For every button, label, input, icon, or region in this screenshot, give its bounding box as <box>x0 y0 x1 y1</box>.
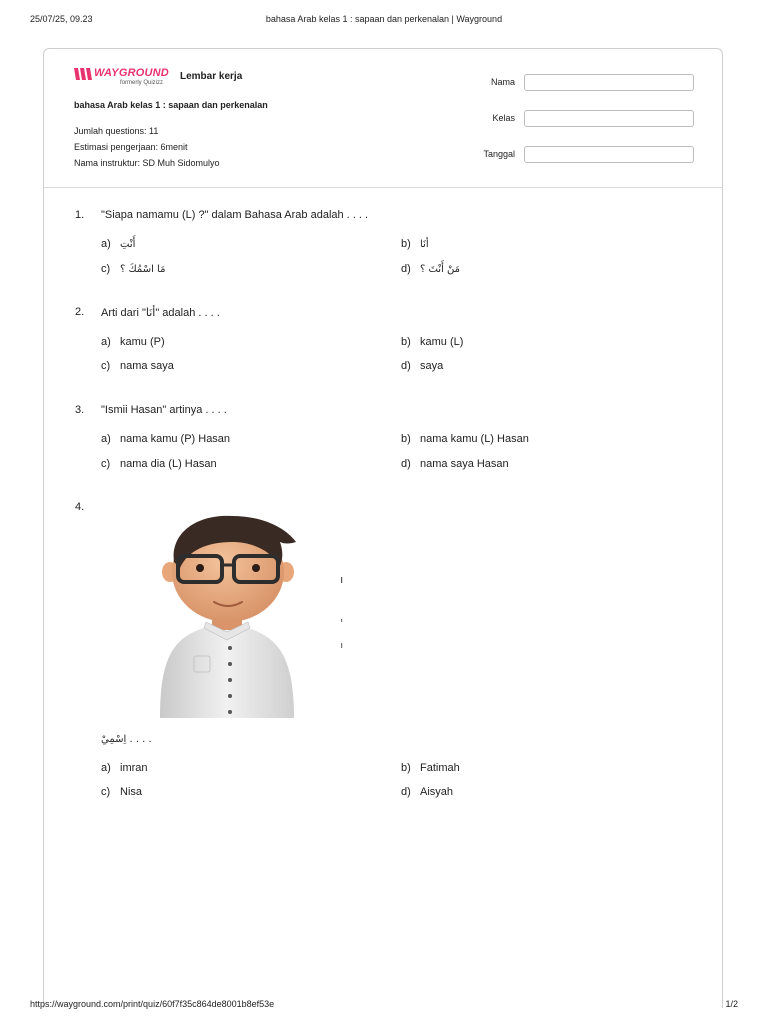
question-text: "Siapa namamu (L) ?" dalam Bahasa Arab adalah . . . . <box>101 209 369 221</box>
option-b: b) أنَا <box>401 238 429 250</box>
wayground-mark-icon <box>74 68 92 80</box>
print-url[interactable]: https://wayground.com/print/quiz/60f7f35c864de8001b8ef53e <box>30 999 275 1009</box>
questions-count: Jumlah questions: 11 <box>74 126 159 136</box>
worksheet <box>43 48 723 1008</box>
option-a: a) imran <box>101 762 148 774</box>
document-type: Lembar kerja <box>180 71 243 82</box>
page-number: 1/2 <box>725 999 738 1009</box>
question-4-prompt: اِسْمِيْ . . . . <box>101 734 152 745</box>
option-d: d) مَنْ أَنْتَ ؟ <box>401 263 461 275</box>
option-b: b) Fatimah <box>401 762 460 774</box>
name-field[interactable] <box>524 74 694 91</box>
option-text: Nisa <box>120 786 143 798</box>
option-c: c) nama dia (L) Hasan <box>101 458 217 470</box>
boy-illustration <box>152 510 300 720</box>
option-text: kamu (P) <box>120 336 165 348</box>
option-text: imran <box>120 762 148 774</box>
print-header <box>30 14 738 28</box>
option-text: Aisyah <box>420 786 454 798</box>
class-label: Kelas <box>492 113 515 123</box>
print-footer <box>30 999 738 1013</box>
option-text: أنَا <box>420 239 429 250</box>
question-number: 1. <box>75 209 85 221</box>
option-a: a) kamu (P) <box>101 336 165 348</box>
option-text: nama saya <box>120 360 174 372</box>
option-a: a) nama kamu (P) Hasan <box>101 433 231 445</box>
question-text: Arti dari "أنَا" adalah . . . . <box>101 307 220 319</box>
print-date: 25/07/25, 09.23 <box>30 14 93 24</box>
date-field[interactable] <box>524 146 694 163</box>
option-text: مَا اسْمُكَ ؟ <box>120 264 166 275</box>
worksheet-header <box>44 49 722 188</box>
option-b: b) nama kamu (L) Hasan <box>401 433 529 445</box>
option-b: b) kamu (L) <box>401 336 464 348</box>
quiz-title: bahasa Arab kelas 1 : sapaan dan perkenalan <box>74 100 268 110</box>
logo-brand: WAYGROUND <box>94 67 169 79</box>
name-label: Nama <box>490 77 515 87</box>
artifact-marks <box>340 575 344 655</box>
question-text: "Ismii Hasan" artinya . . . . <box>101 404 227 416</box>
option-text: nama kamu (L) Hasan <box>420 433 529 445</box>
option-text: Fatimah <box>420 762 460 774</box>
option-d: d) Aisyah <box>401 786 454 798</box>
option-c: c) Nisa <box>101 786 143 798</box>
option-c: c) مَا اسْمُكَ ؟ <box>101 263 166 275</box>
question-number: 3. <box>75 404 85 416</box>
option-d: d) nama saya Hasan <box>401 458 509 470</box>
option-text: مَنْ أَنْتَ ؟ <box>420 264 461 275</box>
option-d: d) saya <box>401 360 444 372</box>
estimated-duration: Estimasi pengerjaan: 6menit <box>74 142 188 152</box>
question-number: 4. <box>75 501 85 513</box>
option-text: saya <box>420 360 444 372</box>
option-c: c) nama saya <box>101 360 174 372</box>
class-field[interactable] <box>524 110 694 127</box>
print-title: bahasa Arab kelas 1 : sapaan dan perkenalan | Wayground <box>265 14 503 24</box>
option-text: nama kamu (P) Hasan <box>120 433 231 445</box>
option-a: a) أَنْتِ <box>101 238 136 250</box>
date-label: Tanggal <box>483 149 515 159</box>
instructor-name: Nama instruktur: SD Muh Sidomulyo <box>74 158 220 168</box>
wayground-logo <box>74 67 172 87</box>
logo-subtitle: formerly Quizizz <box>120 80 164 86</box>
option-text: nama dia (L) Hasan <box>120 458 217 470</box>
option-text: nama saya Hasan <box>420 458 509 470</box>
option-text: kamu (L) <box>420 336 464 348</box>
question-number: 2. <box>75 306 85 318</box>
option-text: أَنْتِ <box>120 239 136 250</box>
